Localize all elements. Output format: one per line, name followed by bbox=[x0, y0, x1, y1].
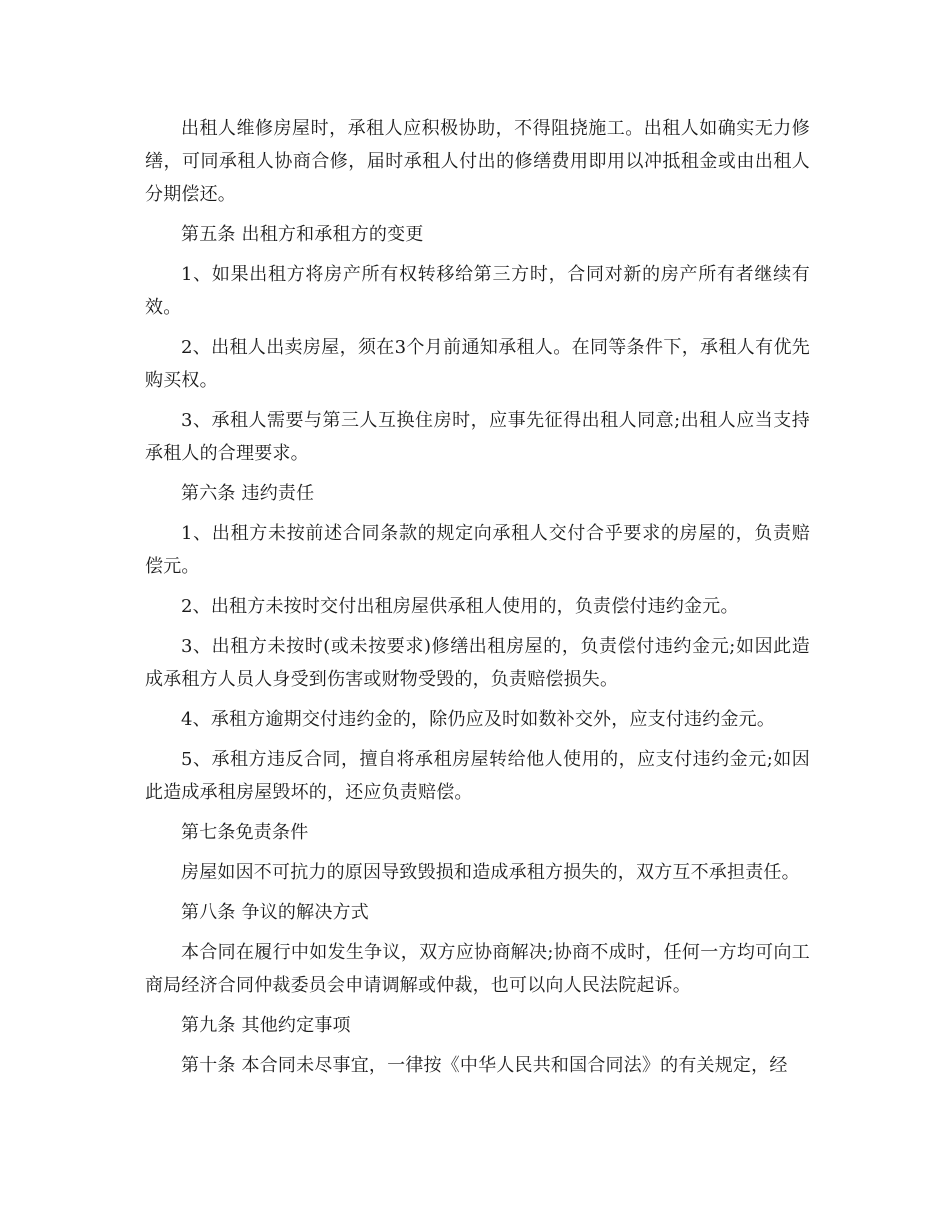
article-8-heading: 第八条 争议的解决方式 bbox=[181, 902, 369, 923]
article-5-clause-3: 3、承租人需要与第三人互换住房时，应事先征得出租人同意;出租人应当支持承租人的合理要求。 bbox=[145, 410, 810, 464]
article-5-clause-1: 1、如果出租方将房产所有权转移给第三方时，合同对新的房产所有者继续有效。 bbox=[145, 264, 810, 318]
article-6-clause-2: 2、出租方未按时交付出租房屋供承租人使用的，负责偿付违约金元。 bbox=[181, 596, 739, 617]
article-6-clause-1: 1、出租方未按前述合同条款的规定向承租人交付合乎要求的房屋的，负责赔偿元。 bbox=[145, 523, 810, 577]
article-5-heading: 第五条 出租方和承租方的变更 bbox=[181, 224, 424, 245]
article-7-body: 房屋如因不可抗力的原因导致毁损和造成承租方损失的，双方互不承担责任。 bbox=[181, 862, 800, 883]
article-6-clause-4: 4、承租方逾期交付违约金的，除仍应及时如数补交外，应支付违约金元。 bbox=[181, 709, 776, 730]
article-7-heading: 第七条免责条件 bbox=[181, 822, 309, 843]
article-8-body: 本合同在履行中如发生争议，双方应协商解决;协商不成时，任何一方均可向工商局经济合同仲裁委员会申请调解或仲裁，也可以向人民法院起诉。 bbox=[145, 942, 810, 996]
article-6-heading: 第六条 违约责任 bbox=[181, 483, 315, 504]
article-6-clause-5: 5、承租方违反合同，擅自将承租房屋转给他人使用的，应支付违约金元;如因此造成承租房屋毁坏的，还应负责赔偿。 bbox=[145, 749, 810, 803]
article-10-body: 第十条 本合同未尽事宜，一律按《中华人民共和国合同法》的有关规定，经 bbox=[181, 1055, 788, 1076]
paragraph-repair-cooperation: 出租人维修房屋时，承租人应积极协助，不得阻挠施工。出租人如确实无力修缮，可同承租人协商合修，届时承租人付出的修缮费用即用以冲抵租金或由出租人分期偿还。 bbox=[145, 118, 810, 205]
article-5-clause-2: 2、出租人出卖房屋，须在3个月前通知承租人。在同等条件下，承租人有优先购买权。 bbox=[145, 337, 810, 391]
article-9-heading: 第九条 其他约定事项 bbox=[181, 1015, 351, 1036]
document-body bbox=[145, 112, 810, 1089]
article-6-clause-3: 3、出租方未按时(或未按要求)修缮出租房屋的，负责偿付违约金元;如因此造成承租方人员人身受到伤害或财物受毁的，负责赔偿损失。 bbox=[145, 636, 810, 690]
